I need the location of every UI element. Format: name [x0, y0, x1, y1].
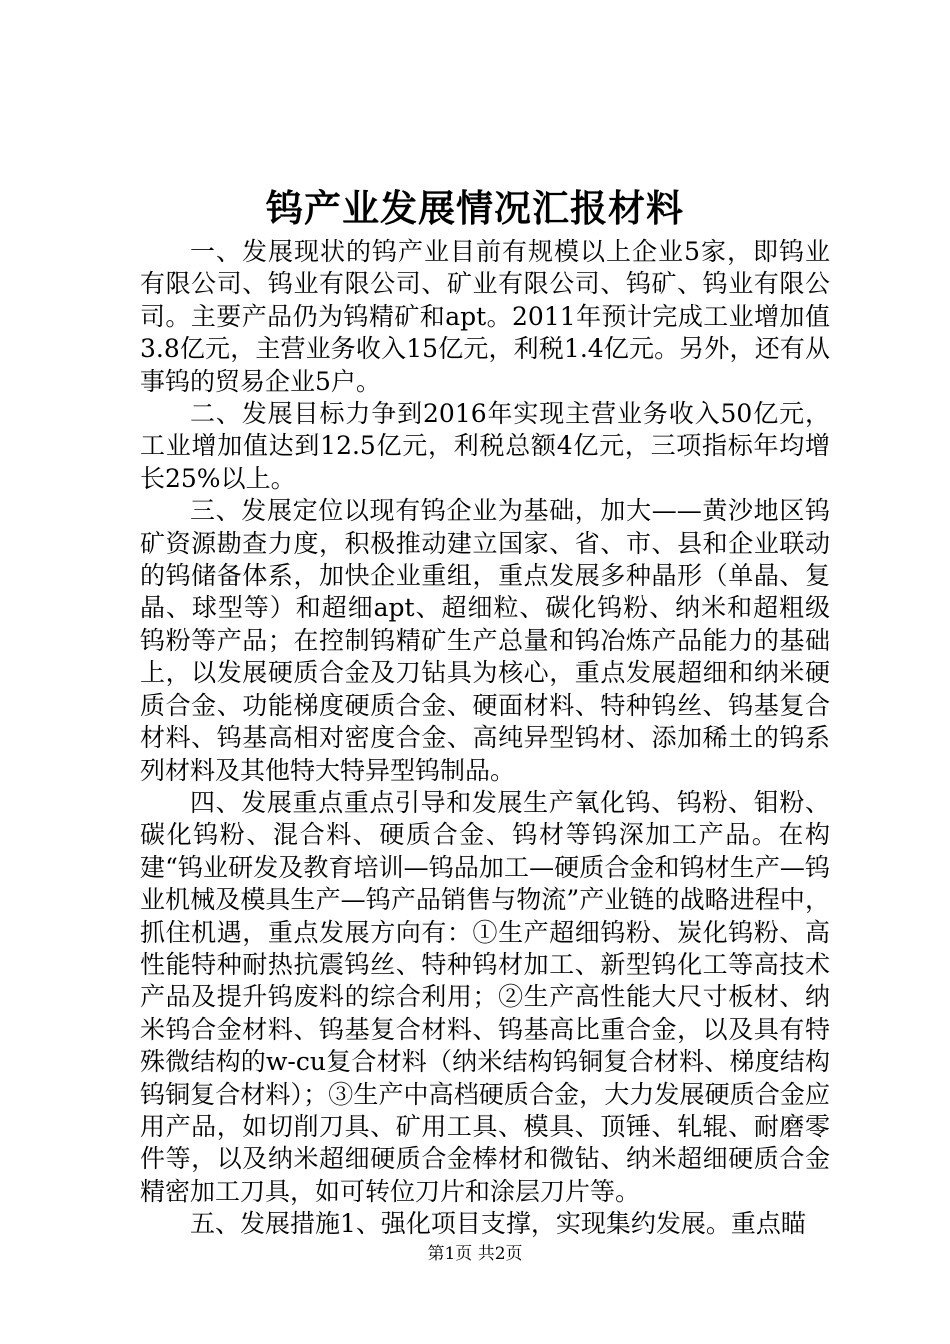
paragraph-goals: 二、发展目标力争到2016年实现主营业务收入50亿元，工业增加值达到12.5亿元，利税总额4亿元，三项指标年均增长25%以上。 [140, 399, 830, 493]
paragraph-focus: 四、发展重点重点引导和发展生产氧化钨、钨粉、钼粉、碳化钨粉、混合料、硬质合金、钨材等钨深加工产品。在构建“钨业研发及教育培训—钨品加工—硬质合金和钨材生产—钨业机械及模具生产—钨产品销售与物流”产业链的战略进程中，抓住机遇，重点发展方向有：①生产超细钨粉、炭化钨粉、高性能特种耐热抗震钨丝、特种钨材加工、新型钨化工等高技术产品及提升钨废料的综合利用；②生产高性能大尺寸板材、纳米钨合金材料、钨基复合材料、钨基高比重合金，以及具有特殊微结构的w-cu复合材料（纳米结构钨铜复合材料、梯度结构钨铜复合材料）；③生产中高档硬质合金，大力发展硬质合金应用产品，如切削刀具、矿用工具、模具、顶锤、轧辊、耐磨零件等，以及纳米超细硬质合金棒材和微钻、纳米超细硬质合金精密加工刀具，如可转位刀片和涂层刀片等。 [140, 787, 830, 1206]
paragraph-measures: 五、发展措施1、强化项目支撑，实现集约发展。重点瞄 [190, 1209, 806, 1239]
paragraph-status: 一、发展现状的钨产业目前有规模以上企业5家，即钨业有限公司、钨业有限公司、矿业有限公司、钨矿、钨业有限公司。主要产品仍为钨精矿和apt。2011年预计完成工业增加值3.8亿元，主营业务收入15亿元，利税1.4亿元。另外，还有从事钨的贸易企业5户。 [140, 237, 830, 396]
document-title: 钨产业发展情况汇报材料 [266, 186, 684, 230]
document-body [140, 236, 830, 1241]
paragraph-positioning: 三、发展定位以现有钨企业为基础，加大——黄沙地区钨矿资源勘查力度，积极推动建立国家、省、市、县和企业联动的钨储备体系，加快企业重组，重点发展多种晶形（单晶、复晶、球型等）和超细apt、超细粒、碳化钨粉、纳米和超粗级钨粉等产品；在控制钨精矿生产总量和钨冶炼产品能力的基础上，以发展硬质合金及刀钻具为核心，重点发展超细和纳米硬质合金、功能梯度硬质合金、硬面材料、特种钨丝、钨基复合材料、钨基高相对密度合金、高纯异型钨材、添加稀土的钨系列材料及其他特大特异型钨制品。 [140, 496, 830, 785]
page-number-footer: 第1页 共2页 [427, 1244, 523, 1264]
